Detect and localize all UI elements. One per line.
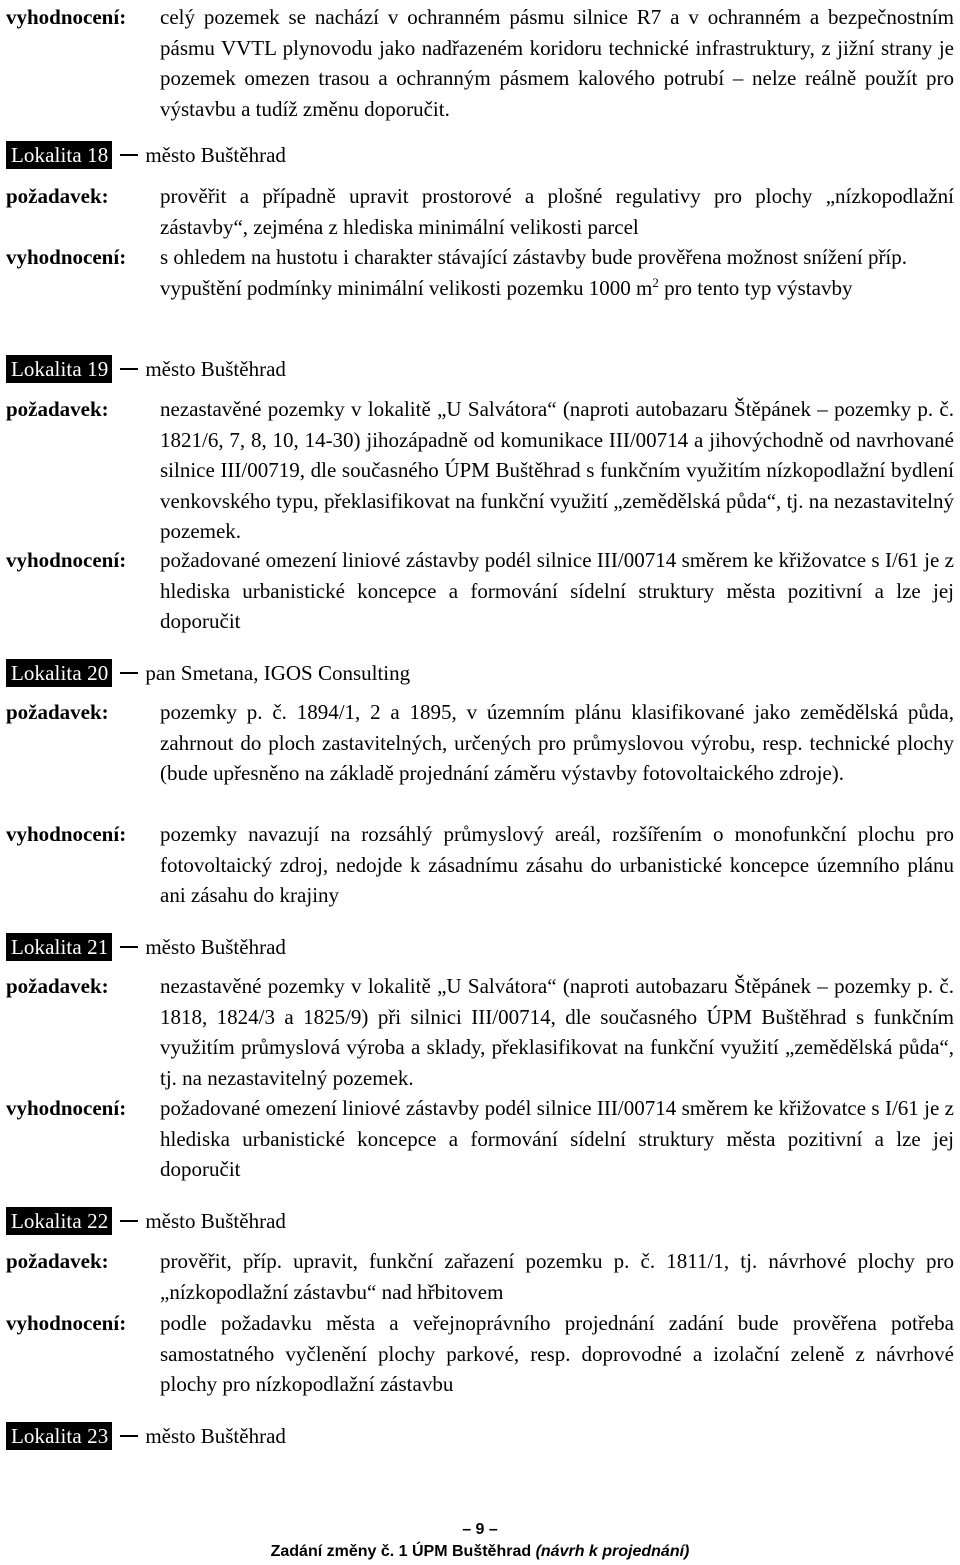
locality-header (6, 140, 286, 170)
evaluation-label: vyhodnocení: (6, 1311, 127, 1335)
dash (120, 154, 138, 156)
requirement-label: požadavek: (6, 974, 109, 998)
locality-submitter: město Buštěhrad (145, 934, 286, 959)
document-title: Zadání změny č. 1 ÚPM Buštěhrad (návrh k projednání) (270, 1543, 690, 1560)
requirement-text: nezastavěné pozemky v lokalitě „U Salvátora“ (naproti autobazaru Štěpánek – pozemky p. č. 1818, 1824/3 a 1825/9) při silnici III/00714, dle současného ÚPM Buštěhrad s funkčním využitím průmyslová výroba a sklady, překlasifikovat na funkční využití „zemědělská půda“, tj. na nezastavitelný pozemek. (160, 974, 954, 1090)
requirement-row (6, 697, 954, 789)
evaluation-text: celý pozemek se nachází v ochranném pásmu silnice R7 a v ochranném a bezpečnostním pásmu VVTL plynovodu jako nadřazeném koridoru technické infrastruktury, z jižní strany je pozemek omezen trasou a ochranným pásmem kalového potrubí – nelze reálně použít pro výstavbu a tudíž změnu doporučit. (160, 5, 954, 121)
locality-header (6, 354, 286, 384)
evaluation-row (6, 545, 954, 637)
dash (120, 1220, 138, 1222)
evaluation-text: podle požadavku města a veřejnoprávního projednání zadání bude prověřena potřeba samostatného vyčlenění plochy parkové, resp. doprovodné a izolační zeleně z návrhové plochy pro nízkopodlažní zástavbu (160, 1311, 954, 1396)
locality-header (6, 1421, 286, 1451)
intro-evaluation (6, 2, 954, 124)
document-note: (návrh k projednání) (535, 1543, 690, 1560)
locality-header (6, 1206, 286, 1236)
requirement-row (6, 971, 954, 1093)
evaluation-text: s ohledem na hustotu i charakter stávající zástavby bude prověřena možnost snížení příp. vypuštění podmínky minimální velikosti pozemku 1000 $m^2$ pro tento typ výstavby (160, 245, 908, 300)
evaluation-label: vyhodnocení: (6, 245, 127, 269)
dash (120, 946, 138, 948)
locality-submitter: město Buštěhrad (145, 1423, 286, 1448)
requirement-row (6, 181, 954, 242)
locality-submitter: město Buštěhrad (145, 142, 286, 167)
locality-badge: Lokalita 23 (6, 1422, 112, 1450)
requirement-text: prověřit, příp. upravit, funkční zařazení pozemku p. č. 1811/1, tj. návrhové plochy pro „nízkopodlažní zástavbu“ nad hřbitovem (160, 1249, 954, 1304)
evaluation-label: vyhodnocení: (6, 5, 127, 29)
evaluation-text: požadované omezení liniové zástavby podél silnice III/00714 směrem ke křižovatce s I/61 je z hlediska urbanistické koncepce a formování sídelní struktury města pozitivní a lze jej doporučit (160, 1096, 954, 1181)
dash (120, 672, 138, 674)
evaluation-text: požadované omezení liniové zástavby podél silnice III/00714 směrem ke křižovatce s I/61 je z hlediska urbanistické koncepce a formování sídelní struktury města pozitivní a lze jej doporučit (160, 548, 954, 633)
requirement-label: požadavek: (6, 700, 109, 724)
superscript: 2 (652, 274, 659, 290)
requirement-text: pozemky p. č. 1894/1, 2 a 1895, v územním plánu klasifikované jako zemědělská půda, zahrnout do ploch zastavitelných, určených pro průmyslovou výrobu, resp. technické plochy (bude upřesněno na základě projednání záměru výstavby fotovoltaického zdroje). (160, 700, 954, 785)
evaluation-label: vyhodnocení: (6, 822, 127, 846)
requirement-label: požadavek: (6, 397, 109, 421)
dash (120, 368, 138, 370)
evaluation-row (6, 819, 954, 911)
dash (120, 1435, 138, 1437)
locality-header (6, 932, 286, 962)
requirement-label: požadavek: (6, 184, 109, 208)
locality-badge: Lokalita 18 (6, 141, 112, 169)
evaluation-row (6, 1308, 954, 1400)
locality-badge: Lokalita 20 (6, 659, 112, 687)
evaluation-label: vyhodnocení: (6, 1096, 127, 1120)
requirement-text: nezastavěné pozemky v lokalitě „U Salvátora“ (naproti autobazaru Štěpánek – pozemky p. č. 1821/6, 7, 8, 10, 14-30) jihozápadně od komunikace III/00714 a jihovýchodně od navrhované silnice III/00719, dle současného ÚPM Buštěhrad s funkčním využitím nízkopodlažní bydlení venkovského typu, překlasifikovat na funkční využití „zemědělská půda“, tj. na nezastavitelný pozemek. (160, 397, 954, 543)
locality-badge: Lokalita 21 (6, 933, 112, 961)
locality-submitter: pan Smetana, IGOS Consulting (145, 660, 411, 685)
evaluation-label: vyhodnocení: (6, 548, 127, 572)
requirement-text: prověřit a případně upravit prostorové a plošné regulativy pro plochy „nízkopodlažní zástavby“, zejména z hlediska minimální velikosti parcel (160, 184, 954, 239)
locality-badge: Lokalita 19 (6, 355, 112, 383)
evaluation-row (6, 242, 954, 303)
requirement-label: požadavek: (6, 1249, 109, 1273)
page-number: – 9 – (462, 1521, 498, 1538)
evaluation-text: pozemky navazují na rozsáhlý průmyslový areál, rozšířením o monofunkční plochu pro fotovoltaický zdroj, nedojde k zásadnímu zásahu do urbanistické koncepce územního plánu ani zásahu do krajiny (160, 822, 954, 907)
requirement-row (6, 394, 954, 547)
locality-badge: Lokalita 22 (6, 1207, 112, 1235)
requirement-row (6, 1246, 954, 1307)
evaluation-row (6, 1093, 954, 1185)
locality-submitter: město Buštěhrad (145, 1208, 286, 1233)
locality-submitter: město Buštěhrad (145, 356, 286, 381)
locality-header (6, 658, 410, 688)
